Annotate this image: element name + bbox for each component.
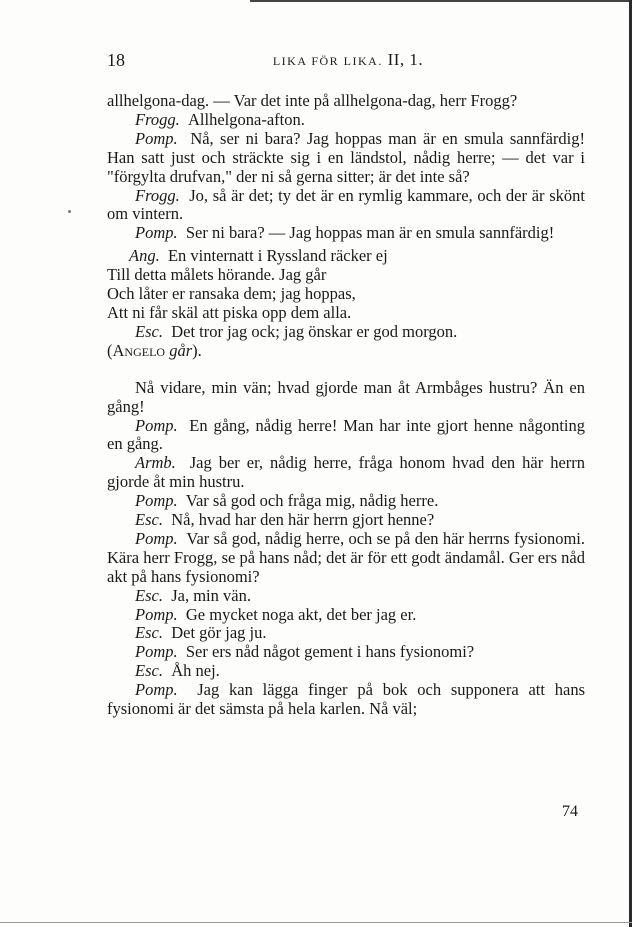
paragraph-text: Nå, hvad har den här herrn gjort henne? xyxy=(171,510,435,530)
paragraph xyxy=(107,624,585,643)
paragraph xyxy=(107,92,585,111)
paragraph-text: Ser ni bara? — Jag hoppas man är en smula sannfärdig! xyxy=(185,223,555,243)
stage-character: Angelo xyxy=(112,340,166,360)
paragraph-text: Åh nej. xyxy=(171,661,220,681)
paragraph xyxy=(107,454,585,492)
running-title-line xyxy=(107,50,589,70)
act-scene: II, 1. xyxy=(387,50,424,69)
verse-text: Till detta målets hörande. Jag går xyxy=(107,265,327,285)
paragraph-text: Var så god, nådig herre, och se på den här herrns fysionomi. Kära herr Frogg, se på hans nåd; det är för ett godt ändamål. Ger ers nåd akt på hans fysionomi? xyxy=(107,528,585,586)
paragraph xyxy=(107,187,585,225)
speaker-name: Pomp. xyxy=(135,128,178,148)
verse-line xyxy=(107,266,585,285)
speaker-name: Pomp. xyxy=(135,642,178,662)
paragraph-text: Jag kan lägga finger på bok och supponera att hans fysionomi är det sämsta på hela karlen. Nå väl; xyxy=(107,680,585,719)
speaker-name: Esc. xyxy=(135,661,163,681)
paragraph-text: Jag ber er, nådig herre, fråga honom hvad den här herrn gjorde åt min hustru. xyxy=(107,453,586,492)
paragraph xyxy=(107,417,585,455)
speaker-name: Esc. xyxy=(135,321,163,341)
stage-direction xyxy=(107,342,579,361)
speaker-name: Esc. xyxy=(135,510,163,530)
paragraph-text: Det tror jag ock; jag önskar er god morgon. xyxy=(171,321,458,341)
paragraph xyxy=(107,379,585,417)
speaker-name: Ang. xyxy=(129,246,160,266)
speaker-name: Frogg. xyxy=(135,185,180,205)
verse-line xyxy=(107,285,585,304)
speaker-name: Pomp. xyxy=(135,680,178,700)
running-title: LIKA FÖR LIKA. xyxy=(272,54,383,68)
stage-paren-open: ( xyxy=(107,340,113,360)
speaker-name: Pomp. xyxy=(135,491,178,511)
paragraph xyxy=(107,492,585,511)
speaker-name: Frogg. xyxy=(135,109,180,129)
stage-action: går xyxy=(169,340,193,360)
speaker-name: Pomp. xyxy=(135,415,178,435)
paragraph xyxy=(107,224,585,243)
stage-paren-close: ). xyxy=(192,340,202,360)
speaker-name: Pomp. xyxy=(135,223,178,243)
page-number: 18 xyxy=(107,50,125,70)
paragraph xyxy=(107,530,585,587)
paragraph-text: En gång, nådig herre! Man har inte gjort henne någonting en gång. xyxy=(107,415,585,454)
paragraph-text: Nå, ser ni bara? Jag hoppas man är en smula sannfärdig! Han satt just och sträckte sig i en ländstol, nådig herre; — det var i "förgylta drufvan," der ni så gerna sitter; är det inte så? xyxy=(107,128,585,186)
paper-speck xyxy=(68,210,71,213)
paragraph xyxy=(107,130,585,187)
speaker-name: Pomp. xyxy=(135,604,178,624)
page-bottom-edge xyxy=(0,922,632,923)
speaker-name: Esc. xyxy=(135,623,163,643)
paragraph xyxy=(107,111,585,130)
paragraph xyxy=(107,606,585,625)
speaker-name: Pomp. xyxy=(135,528,178,548)
signature-mark: 74 xyxy=(562,803,578,820)
paragraph xyxy=(107,323,585,342)
verse-text: Att ni får skäl att piska opp dem alla. xyxy=(107,302,352,322)
verse-text: En vinternatt i Ryssland räcker ej xyxy=(167,246,388,266)
running-header xyxy=(107,50,589,74)
section-gap xyxy=(107,361,585,379)
paragraph-text: Ja, min vän. xyxy=(171,585,251,605)
speaker-name: Esc. xyxy=(135,585,163,605)
paragraph xyxy=(107,643,585,662)
speaker-name: Armb. xyxy=(135,453,176,473)
body-text xyxy=(107,92,585,719)
paragraph-text: Ge mycket noga akt, det ber jag er. xyxy=(185,604,417,624)
verse-text: Och låter er ransaka dem; jag hoppas, xyxy=(107,284,356,304)
paragraph xyxy=(107,681,585,719)
paragraph-text: Det gör jag ju. xyxy=(171,623,267,643)
verse-line xyxy=(107,304,585,323)
paragraph-text: Ser ers nåd något gement i hans fysionomi? xyxy=(185,642,475,662)
paragraph-text: allhelgona-dag. — Var det inte på allhelgona-dag, herr Frogg? xyxy=(107,91,518,110)
verse-line xyxy=(107,247,585,266)
paragraph-text: Jo, så är det; ty det är en rymlig kammare, och der är skönt om vintern. xyxy=(107,185,585,224)
paragraph-text: Var så god och fråga mig, nådig herre. xyxy=(185,491,439,511)
paragraph-text: Nå vidare, min vän; hvad gjorde man åt Armbåges hustru? Än en gång! xyxy=(107,377,585,416)
paragraph xyxy=(107,511,585,530)
page-top-edge xyxy=(250,0,632,2)
paragraph xyxy=(107,587,585,606)
paragraph-text: Allhelgona-afton. xyxy=(188,109,305,129)
paragraph xyxy=(107,662,585,681)
